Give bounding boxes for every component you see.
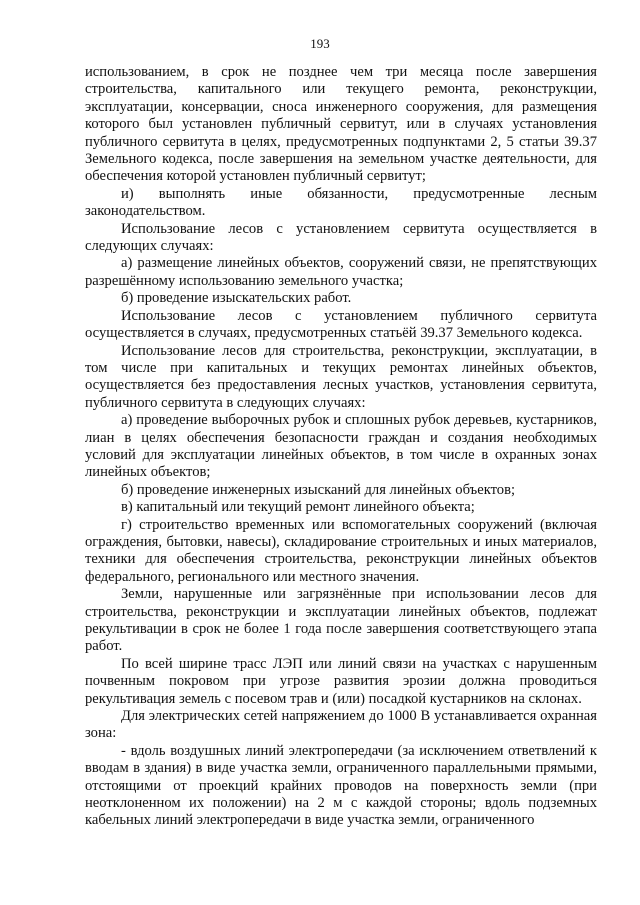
paragraph: г) строительство временных или вспомогательных сооружений (включая ограждения, бытовки, навесы), складирование строительных и иных материалов, техники для обеспечения строительства, реконструкции линейных объектов федерального, регионального или местного значения. [85,516,597,585]
paragraph: Земли, нарушенные или загрязнённые при использовании лесов для строительства, реконструкции и эксплуатации линейных объектов, подлежат рекультивации в срок не более 1 года после завершения соответствующего этапа работ. [85,586,597,655]
paragraph: а) размещение линейных объектов, сооружений связи, не препятствующих разрешённому использованию земельного участка; [85,255,597,289]
paragraph: По всей ширине трасс ЛЭП или линий связи на участках с нарушенным почвенным покровом при угрозе развития эрозии должна проводиться рекультивация земель с посевом трав и (или) посадкой кустарников на склонах. [85,655,597,707]
paragraph: Использование лесов с установлением публичного сервитута осуществляется в случаях, предусмотренных статьёй 39.37 Земельного кодекса. [85,307,597,342]
paragraph: использованием, в срок не позднее чем три месяца после завершения строительства, капитального или текущего ремонта, реконструкции, эксплуатации, консервации, сноса инженерного сооружения, для размещения которого был установлен публичный сервитут, или в случаях установления публичного сервитута в целях, предусмотренных подпунктами 2, 5 статьи 39.37 Земельного кодекса, после завершения на земельном участке деятельности, для обеспечения которой установлен публичный сервитут; [85,64,597,185]
paragraph: - вдоль воздушных линий электропередачи (за исключением ответвлений к вводам в здания) в виде участка земли, ограниченного параллельными прямыми, отстоящими от проекций крайних проводов на поверхность земли (при неотклоненном их положении) на 2 м с каждой стороны; вдоль подземных кабельных линий электропередачи в виде участка земли, ограниченного [85,742,597,829]
paragraph: Использование лесов с установлением сервитута осуществляется в следующих случаях: [85,220,597,255]
paragraph: и) выполнять иные обязанности, предусмотренные лесным законодательством. [85,185,597,220]
paragraph: Для электрических сетей напряжением до 1000 В устанавливается охранная зона: [85,708,597,742]
paragraph: Использование лесов для строительства, реконструкции, эксплуатации, в том числе при капитальных и текущих ремонтах линейных объектов, осуществляется без предоставления лесных участков, установления сервитута, публичного сервитута в следующих случаях: [85,342,597,411]
page-number: 193 [310,36,330,51]
document-body [85,64,597,830]
paragraph: б) проведение изыскательских работ. [121,290,352,307]
paragraph: а) проведение выборочных рубок и сплошных рубок деревьев, кустарников, лиан в целях обеспечения безопасности граждан и создания необходимых условий для эксплуатации линейных объектов, в том числе в охранных зонах линейных объектов; [85,412,597,481]
paragraph: б) проведение инженерных изысканий для линейных объектов; [121,481,516,498]
paragraph: в) капитальный или текущий ремонт линейного объекта; [121,499,475,516]
